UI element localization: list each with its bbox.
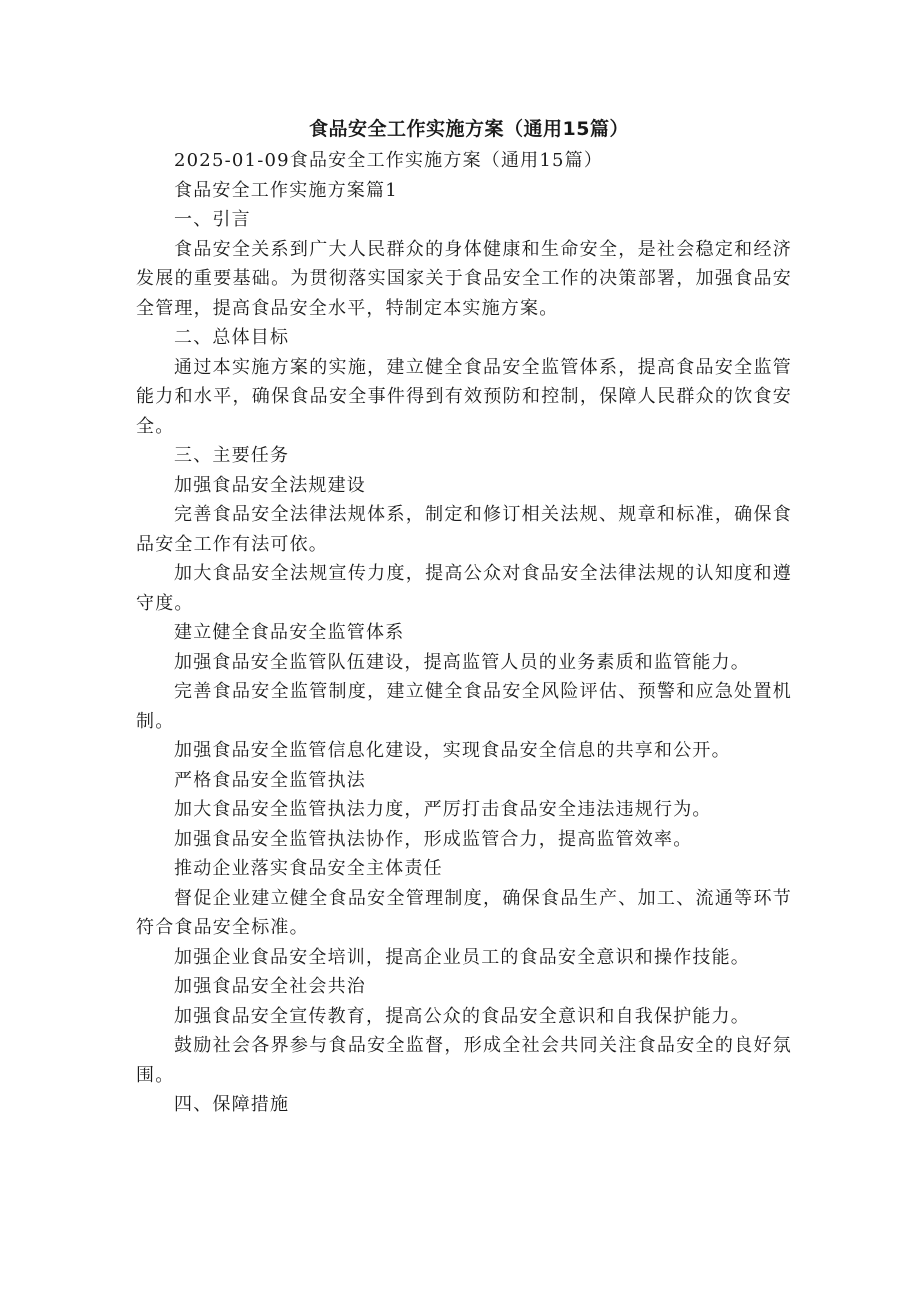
paragraph-overall-goal: 通过本实施方案的实施，建立健全食品安全监管体系，提高食品安全监管能力和水平，确保食品安全事件得到有效预防和控制，保障人民群众的饮食安全。: [136, 356, 792, 437]
paragraph-regulation-1: 完善食品安全法律法规体系，制定和修订相关法规、规章和标准，确保食品安全工作有法可依。: [136, 504, 792, 555]
subheading-enforcement: 严格食品安全监管执法: [174, 769, 366, 791]
heading-main-tasks: 三、主要任务: [174, 445, 290, 466]
paragraph-regulation-2: 加大食品安全法规宣传力度，提高公众对食品安全法律法规的认知度和遵守度。: [136, 563, 792, 614]
document-title: 食品安全工作实施方案（通用15篇）: [309, 118, 629, 140]
heading-overall-goal: 二、总体目标: [174, 327, 290, 348]
subheading-enterprise-responsibility: 推动企业落实食品安全主体责任: [174, 858, 443, 879]
paragraph-introduction: 食品安全关系到广大人民群众的身体健康和生命安全，是社会稳定和经济发展的重要基础。为贯彻落实国家关于食品安全工作的决策部署，加强食品安全管理，提高食品安全水平，特制定本实施方案。: [136, 238, 792, 319]
paragraph-enforcement-1: 加大食品安全监管执法力度，严厉打击食品安全违法违规行为。: [174, 799, 712, 820]
paragraph-supervision-2: 完善食品安全监管制度，建立健全食品安全风险评估、预警和应急处置机制。: [136, 681, 792, 732]
paragraph-social-2: 鼓励社会各界参与食品安全监督，形成全社会共同关注食品安全的良好氛围。: [136, 1035, 792, 1086]
date-line: 2025-01-09食品安全工作实施方案（通用15篇）: [174, 150, 604, 171]
heading-safeguards: 四、保障措施: [174, 1094, 290, 1115]
paragraph-enforcement-2: 加强食品安全监管执法协作，形成监管合力，提高监管效率。: [174, 828, 693, 850]
subheading-regulation: 加强食品安全法规建设: [174, 474, 366, 496]
section-heading-part1: 食品安全工作实施方案篇1: [174, 179, 398, 201]
heading-introduction: 一、引言: [174, 209, 251, 230]
subheading-supervision-system: 建立健全食品安全监管体系: [174, 622, 405, 643]
paragraph-social-1: 加强食品安全宣传教育，提高公众的食品安全意识和自我保护能力。: [174, 1005, 750, 1027]
paragraph-enterprise-1: 督促企业建立健全食品安全管理制度，确保食品生产、加工、流通等环节符合食品安全标准。: [136, 887, 792, 938]
document-page: [136, 112, 792, 1120]
paragraph-supervision-3: 加强食品安全监管信息化建设，实现食品安全信息的共享和公开。: [174, 740, 731, 761]
subheading-social-governance: 加强食品安全社会共治: [174, 976, 366, 997]
paragraph-enterprise-2: 加强企业食品安全培训，提高企业员工的食品安全意识和操作技能。: [174, 946, 750, 968]
paragraph-supervision-1: 加强食品安全监管队伍建设，提高监管人员的业务素质和监管能力。: [174, 651, 750, 673]
